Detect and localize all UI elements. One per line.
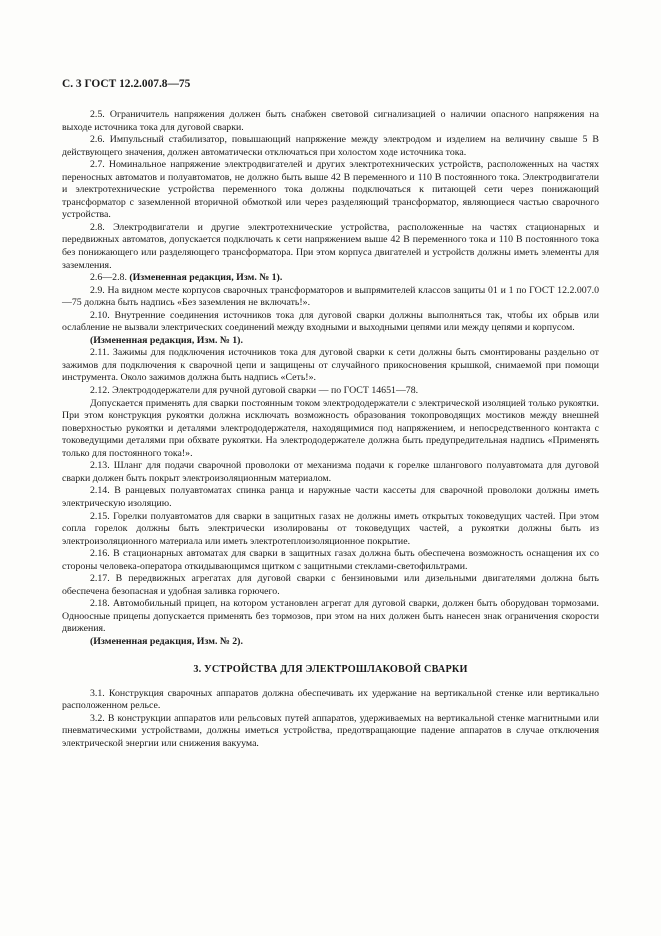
amendment-prefix: 2.6—2.8.: [90, 272, 130, 284]
paragraph-2-11: 2.11. Зажимы для подключения источников тока для дуговой сварки к сети должны быть смонтированы раздельно от зажимов для подключения к сварочной цепи и защищены от случайного прикосновения крышкой, снимаемой при помощи инструмента. Около зажимов должна быть надпись «Сеть!».: [62, 347, 599, 384]
paragraph-2-16: 2.16. В стационарных автоматах для сварки в защитных газах должна быть обеспечена возможность оснащения их со стороны человека-оператора откидывающимся щитком с защитными стеклами-светофильтрами.: [62, 548, 599, 572]
paragraph-2-12-detail: Допускается применять для сварки постоянным током электрододержатели с электрической изоляцией только рукоятки. При этом конструкция рукоятки должна исключать возможность образования токопроводящих мостиков между внешней поверхностью рукоятки и деталями электрододержателя, находящимися под напряжением, и непосредственного контакта с токоведущими деталями при обхвате рукоятки. На электрододержателе должна быть предупредительная надпись «Применять только для постоянного тока!».: [62, 397, 599, 459]
amendment-text: (Измененная редакция, Изм. № 1).: [129, 272, 283, 284]
paragraph-2-9: 2.9. На видном месте корпусов сварочных трансформаторов и выпрямителей классов защиты 01 и 1 по ГОСТ 12.2.007.0—75 должна быть надпись «Без заземления не включать!».: [62, 284, 599, 309]
paragraph-2-15: 2.15. Горелки полуавтоматов для сварки в защитных газах не должны иметь открытых токоведущих частей. При этом сопла горелок должны быть электрически изолированы от токоведущих частей, а рукоятки должны быть из электроизоляционного материала или иметь электротеплоизоляционное покрытие.: [62, 510, 599, 547]
paragraph-2-18: 2.18. Автомобильный прицеп, на котором установлен агрегат для дуговой сварки, должен быть оборудован тормозами. Одноосные прицепы допускается применять без тормозов, при этом на них должен быть нанесен знак ограничения скорости движения.: [62, 598, 599, 635]
paragraph-2-10: 2.10. Внутренние соединения источников тока для дуговой сварки должны выполняться так, чтобы их обрыв или ослабление не вызвали электрических соединений между входными и выходными цепями или между цепями и корпусом.: [62, 309, 599, 334]
paragraph-2-13: 2.13. Шланг для подачи сварочной проволоки от механизма подачи к горелке шлангового полуавтомата для дуговой сварки должен быть покрыт электроизоляционным материалом.: [62, 460, 599, 484]
amendment-note-2-18: (Измененная редакция, Изм. № 2).: [90, 635, 243, 647]
paragraph-2-14: 2.14. В ранцевых полуавтоматах спинка ранца и наружные части кассеты для сварочной проволоки должны иметь электрическую изоляцию.: [62, 485, 599, 509]
paragraph-2-8: 2.8. Электродвигатели и другие электротехнические устройства, расположенные на частях стационарных и передвижных автоматов, допускается подключать к сети напряжением выше 42 В переменного тока и 110 В постоянного тока без понижающего или разделяющего трансформатора. При этом корпуса двигателей и устройств должны иметь элементы для заземления.: [62, 221, 599, 271]
amendment-note-2-10: (Измененная редакция, Изм. № 1).: [90, 334, 243, 346]
paragraph-2-17: 2.17. В передвижных агрегатах для дуговой сварки с бензиновыми или дизельными двигателями должна быть обеспечена безопасная и удобная заливка горючего.: [62, 573, 599, 597]
paragraph-2-6: 2.6. Импульсный стабилизатор, повышающий напряжение между электродом и изделием на величину свыше 5 В действующего значения, должен автоматически отключаться при холостом ходе источника тока.: [62, 134, 599, 158]
section-3-title: 3. УСТРОЙСТВА ДЛЯ ЭЛЕКТРОШЛАКОВОЙ СВАРКИ: [193, 663, 468, 675]
paragraph-2-5: 2.5. Ограничитель напряжения должен быть снабжен световой сигнализацией о наличии опасного напряжения на выходе источника тока для дуговой сварки.: [62, 109, 599, 133]
amendment-note-2-6-2-8: [62, 272, 599, 285]
document-body: [62, 109, 599, 750]
paragraph-2-12: 2.12. Электрододержатели для ручной дуговой сварки — по ГОСТ 14651—78.: [90, 385, 419, 397]
paragraph-3-1: 3.1. Конструкция сварочных аппаратов должна обеспечивать их удержание на вертикальной стенке или вертикально расположенном рельсе.: [62, 687, 599, 712]
page-header: С. 3 ГОСТ 12.2.007.8—75: [62, 78, 191, 90]
paragraph-3-2: 3.2. В конструкции аппаратов или рельсовых путей аппаратов, удерживаемых на вертикальной стенке магнитными или пневматическими устройствами, должны иметься устройства, предотвращающие падение аппаратов в случае отключения электрической энергии или снижения вакуума.: [62, 712, 599, 749]
paragraph-2-7: 2.7. Номинальное напряжение электродвигателей и других электротехнических устройств, расположенных на частях переносных автоматов и полуавтоматов, не должно быть выше 42 В переменного и 110 В постоянного тока. Электродвигатели и электротехнические устройства переменного тока должны подключаться к питающей сети через понижающий трансформатор с заземленной вторичной обмоткой или через разделяющий трансформатор, являющиеся частью сварочного устройства.: [62, 159, 599, 221]
